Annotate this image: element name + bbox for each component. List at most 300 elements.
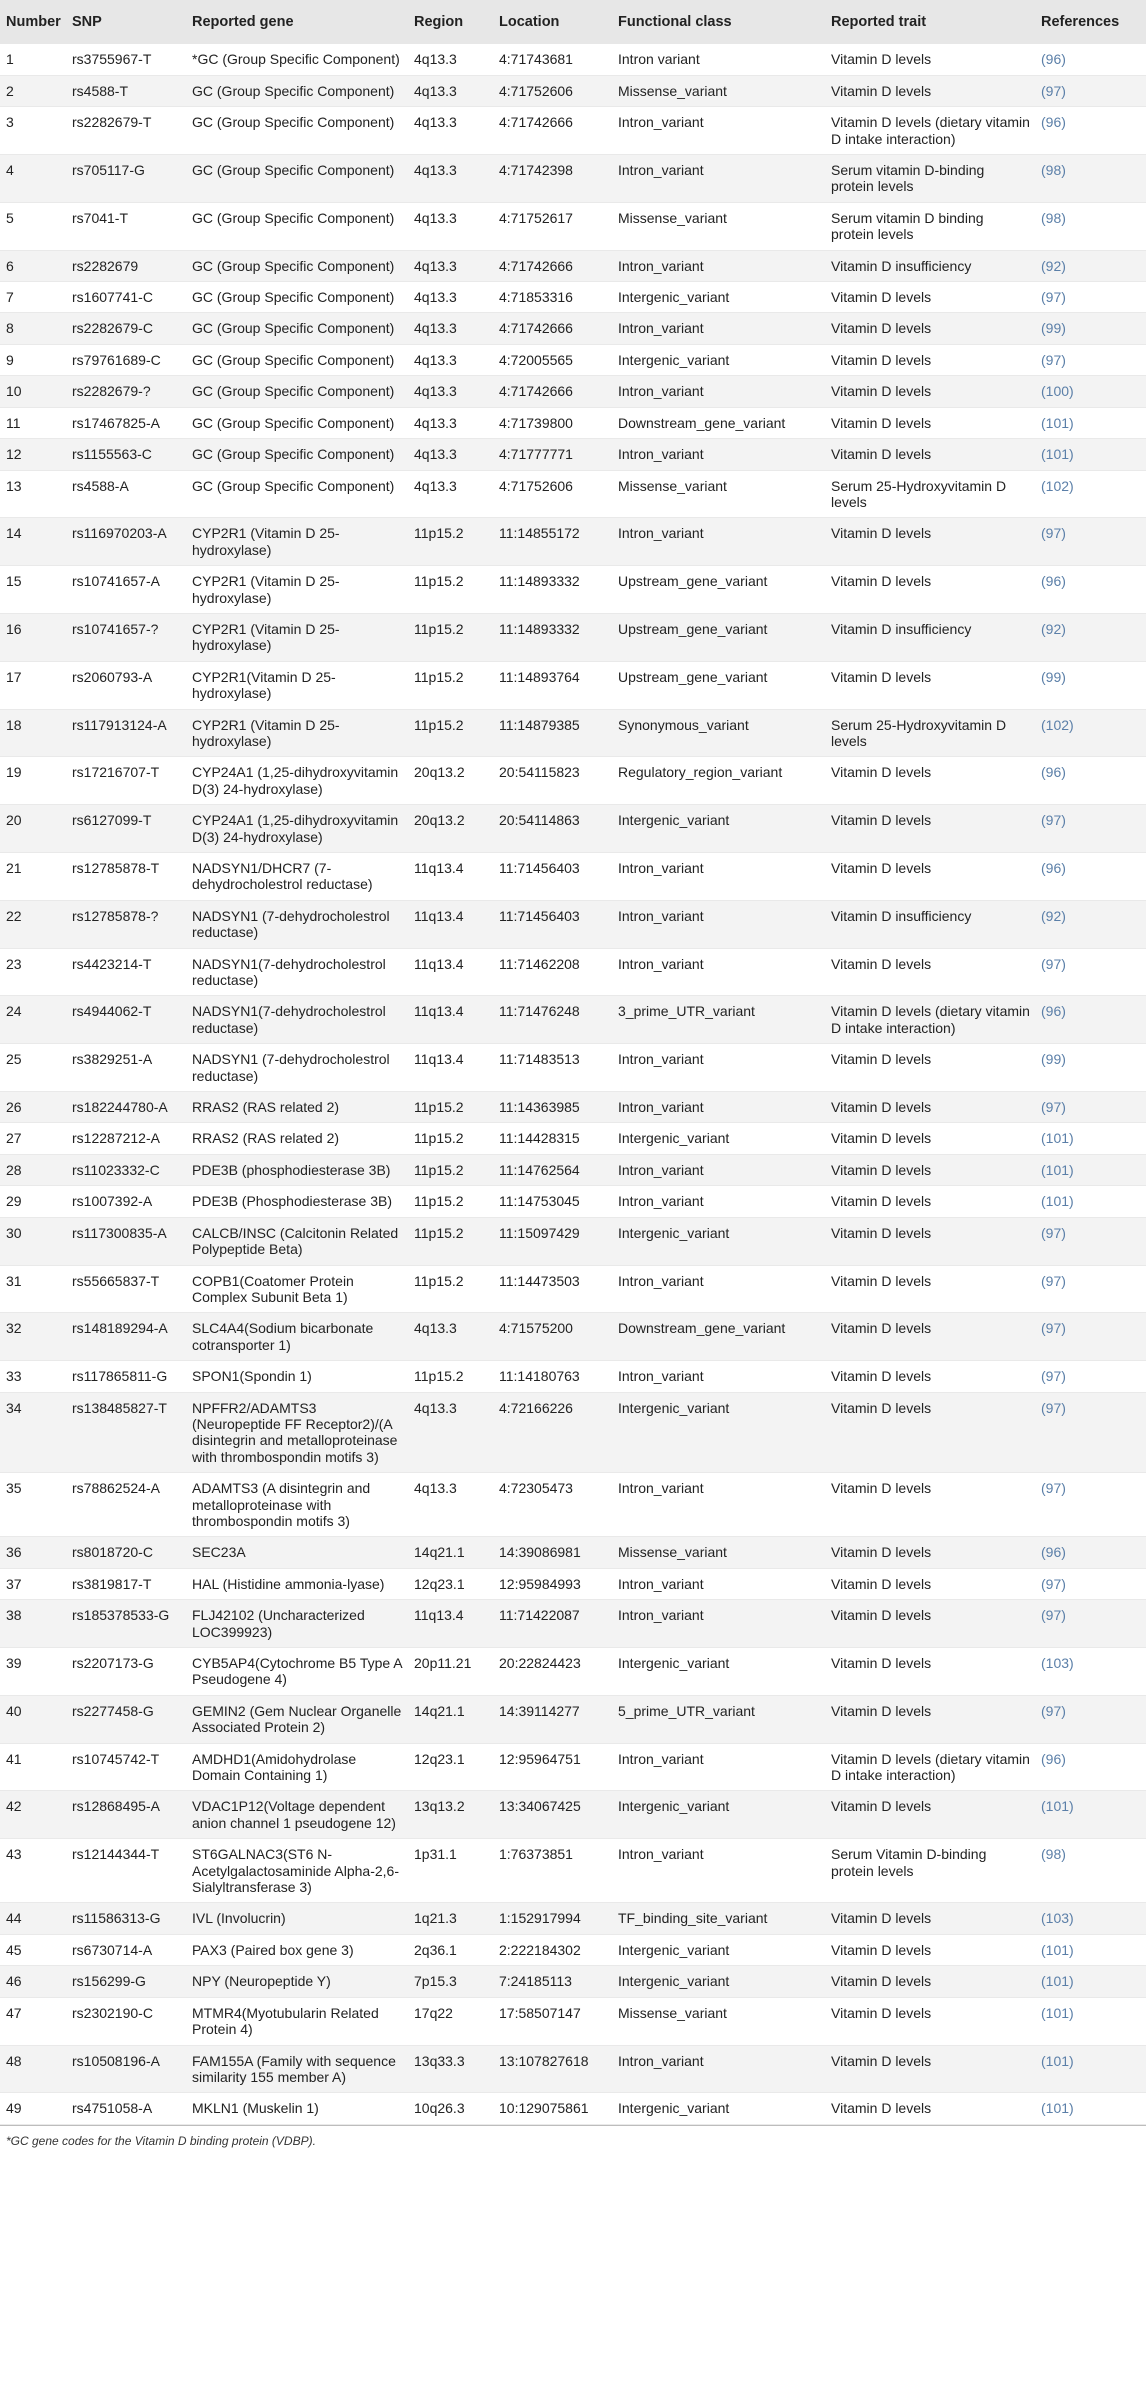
cell-reported-gene: RRAS2 (RAS related 2) <box>186 1123 408 1154</box>
cell-reference[interactable]: (99) <box>1035 661 1146 709</box>
cell-reference[interactable]: (97) <box>1035 948 1146 996</box>
cell-reported-gene: SEC23A <box>186 1537 408 1568</box>
cell-reference[interactable]: (98) <box>1035 1839 1146 1903</box>
cell-number: 49 <box>0 2093 66 2124</box>
cell-reported-trait: Vitamin D levels <box>825 948 1035 996</box>
cell-reference[interactable]: (92) <box>1035 250 1146 281</box>
cell-reported-gene: GC (Group Specific Component) <box>186 107 408 155</box>
table-footnote: *GC gene codes for the Vitamin D binding protein (VDBP). <box>0 2125 1146 2156</box>
cell-reported-gene: CYP2R1 (Vitamin D 25-hydroxylase) <box>186 518 408 566</box>
cell-reported-trait: Vitamin D levels <box>825 344 1035 375</box>
table-row <box>0 107 1146 155</box>
header-number: Number <box>0 0 66 44</box>
cell-snp: rs12785878-? <box>66 900 186 948</box>
cell-snp: rs11023332-C <box>66 1154 186 1185</box>
cell-reference[interactable]: (101) <box>1035 1791 1146 1839</box>
cell-reference[interactable]: (98) <box>1035 155 1146 203</box>
table-row <box>0 439 1146 470</box>
cell-snp: rs117913124-A <box>66 709 186 757</box>
table-row <box>0 996 1146 1044</box>
cell-region: 13q33.3 <box>408 2045 493 2093</box>
cell-reported-trait: Vitamin D levels <box>825 1966 1035 1997</box>
cell-functional-class: Intron_variant <box>612 1186 825 1217</box>
cell-reported-gene: PDE3B (Phosphodiesterase 3B) <box>186 1186 408 1217</box>
cell-reported-trait: Vitamin D levels <box>825 1903 1035 1934</box>
cell-reference[interactable]: (100) <box>1035 376 1146 407</box>
cell-region: 11q13.4 <box>408 900 493 948</box>
cell-region: 11q13.4 <box>408 853 493 901</box>
cell-functional-class: Synonymous_variant <box>612 709 825 757</box>
cell-reported-trait: Vitamin D levels (dietary vitamin D intake interaction) <box>825 1743 1035 1791</box>
cell-region: 11p15.2 <box>408 1154 493 1185</box>
cell-region: 11p15.2 <box>408 566 493 614</box>
cell-reference[interactable]: (97) <box>1035 805 1146 853</box>
cell-functional-class: Intron_variant <box>612 1154 825 1185</box>
cell-reported-trait: Vitamin D levels <box>825 1313 1035 1361</box>
cell-reference[interactable]: (97) <box>1035 1392 1146 1473</box>
cell-location: 1:152917994 <box>493 1903 612 1934</box>
table-row <box>0 1568 1146 1599</box>
cell-reference[interactable]: (97) <box>1035 1695 1146 1743</box>
cell-number: 23 <box>0 948 66 996</box>
cell-reference[interactable]: (96) <box>1035 1537 1146 1568</box>
cell-location: 11:14473503 <box>493 1265 612 1313</box>
cell-reference[interactable]: (96) <box>1035 107 1146 155</box>
cell-location: 11:14893332 <box>493 613 612 661</box>
cell-functional-class: 3_prime_UTR_variant <box>612 996 825 1044</box>
cell-functional-class: Intron_variant <box>612 313 825 344</box>
cell-reported-trait: Vitamin D levels <box>825 1473 1035 1537</box>
cell-region: 20q13.2 <box>408 757 493 805</box>
cell-functional-class: Intron_variant <box>612 948 825 996</box>
cell-region: 4q13.3 <box>408 1392 493 1473</box>
cell-functional-class: Intron_variant <box>612 1265 825 1313</box>
table-row <box>0 1537 1146 1568</box>
cell-reported-gene: *GC (Group Specific Component) <box>186 44 408 75</box>
cell-region: 4q13.3 <box>408 470 493 518</box>
cell-reference[interactable]: (97) <box>1035 344 1146 375</box>
cell-functional-class: Intron_variant <box>612 155 825 203</box>
cell-region: 10q26.3 <box>408 2093 493 2124</box>
cell-snp: rs12868495-A <box>66 1791 186 1839</box>
cell-snp: rs10741657-A <box>66 566 186 614</box>
cell-reported-trait: Vitamin D levels <box>825 757 1035 805</box>
cell-region: 4q13.3 <box>408 155 493 203</box>
table-row <box>0 805 1146 853</box>
cell-reference[interactable]: (101) <box>1035 2045 1146 2093</box>
cell-reported-trait: Vitamin D levels <box>825 2093 1035 2124</box>
cell-number: 30 <box>0 1217 66 1265</box>
cell-reference[interactable]: (101) <box>1035 1154 1146 1185</box>
cell-reference[interactable]: (96) <box>1035 1743 1146 1791</box>
cell-location: 20:54115823 <box>493 757 612 805</box>
cell-reported-gene: NADSYN1/DHCR7 (7-dehydrocholestrol reductase) <box>186 853 408 901</box>
cell-reference[interactable]: (92) <box>1035 900 1146 948</box>
cell-snp: rs2282679-T <box>66 107 186 155</box>
cell-region: 4q13.3 <box>408 282 493 313</box>
cell-region: 12q23.1 <box>408 1568 493 1599</box>
cell-reported-gene: GC (Group Specific Component) <box>186 313 408 344</box>
cell-number: 13 <box>0 470 66 518</box>
cell-reference[interactable]: (97) <box>1035 1092 1146 1123</box>
cell-region: 4q13.3 <box>408 250 493 281</box>
cell-number: 14 <box>0 518 66 566</box>
cell-region: 20p11.21 <box>408 1648 493 1696</box>
cell-reference[interactable]: (101) <box>1035 1123 1146 1154</box>
table-row <box>0 1743 1146 1791</box>
cell-functional-class: Missense_variant <box>612 470 825 518</box>
cell-snp: rs3819817-T <box>66 1568 186 1599</box>
cell-location: 12:95984993 <box>493 1568 612 1599</box>
cell-reported-trait: Vitamin D levels <box>825 661 1035 709</box>
cell-number: 28 <box>0 1154 66 1185</box>
cell-location: 4:71742666 <box>493 107 612 155</box>
cell-reported-gene: NADSYN1 (7-dehydrocholestrol reductase) <box>186 900 408 948</box>
cell-reported-trait: Vitamin D levels <box>825 566 1035 614</box>
cell-snp: rs79761689-C <box>66 344 186 375</box>
cell-region: 14q21.1 <box>408 1537 493 1568</box>
cell-functional-class: Regulatory_region_variant <box>612 757 825 805</box>
cell-number: 37 <box>0 1568 66 1599</box>
cell-reference[interactable]: (96) <box>1035 757 1146 805</box>
cell-functional-class: Missense_variant <box>612 75 825 106</box>
cell-snp: rs12785878-T <box>66 853 186 901</box>
cell-location: 4:72305473 <box>493 1473 612 1537</box>
cell-reported-trait: Vitamin D levels <box>825 1791 1035 1839</box>
cell-number: 32 <box>0 1313 66 1361</box>
cell-number: 25 <box>0 1044 66 1092</box>
table-row <box>0 313 1146 344</box>
cell-region: 4q13.3 <box>408 107 493 155</box>
cell-number: 38 <box>0 1600 66 1648</box>
table-row <box>0 1966 1146 1997</box>
cell-functional-class: Intergenic_variant <box>612 1217 825 1265</box>
cell-region: 7p15.3 <box>408 1966 493 1997</box>
cell-reported-trait: Vitamin D levels <box>825 1997 1035 2045</box>
cell-location: 1:76373851 <box>493 1839 612 1903</box>
cell-reference[interactable]: (101) <box>1035 439 1146 470</box>
cell-functional-class: Intron_variant <box>612 1839 825 1903</box>
table-row <box>0 613 1146 661</box>
cell-location: 17:58507147 <box>493 1997 612 2045</box>
cell-snp: rs12287212-A <box>66 1123 186 1154</box>
cell-snp: rs185378533-G <box>66 1600 186 1648</box>
cell-reported-trait: Serum 25-Hydroxyvitamin D levels <box>825 470 1035 518</box>
cell-location: 4:71742666 <box>493 376 612 407</box>
cell-reported-gene: PAX3 (Paired box gene 3) <box>186 1934 408 1965</box>
cell-functional-class: Intron_variant <box>612 1600 825 1648</box>
cell-snp: rs6730714-A <box>66 1934 186 1965</box>
cell-reported-trait: Vitamin D levels <box>825 1265 1035 1313</box>
cell-number: 4 <box>0 155 66 203</box>
cell-snp: rs6127099-T <box>66 805 186 853</box>
table-row <box>0 1473 1146 1537</box>
header-reported-gene: Reported gene <box>186 0 408 44</box>
cell-location: 4:71575200 <box>493 1313 612 1361</box>
table-row <box>0 1791 1146 1839</box>
cell-snp: rs4423214-T <box>66 948 186 996</box>
table-row <box>0 1265 1146 1313</box>
cell-reference[interactable]: (96) <box>1035 44 1146 75</box>
cell-functional-class: Intergenic_variant <box>612 1791 825 1839</box>
cell-functional-class: Intron_variant <box>612 1361 825 1392</box>
cell-reference[interactable]: (97) <box>1035 282 1146 313</box>
cell-reference[interactable]: (97) <box>1035 1217 1146 1265</box>
cell-reported-gene: IVL (Involucrin) <box>186 1903 408 1934</box>
cell-reported-gene: GEMIN2 (Gem Nuclear Organelle Associated Protein 2) <box>186 1695 408 1743</box>
cell-number: 34 <box>0 1392 66 1473</box>
cell-reported-trait: Vitamin D levels <box>825 282 1035 313</box>
cell-reported-gene: GC (Group Specific Component) <box>186 470 408 518</box>
cell-location: 11:14762564 <box>493 1154 612 1185</box>
table-header-row <box>0 0 1146 44</box>
cell-number: 8 <box>0 313 66 344</box>
cell-reference[interactable]: (97) <box>1035 1313 1146 1361</box>
cell-reported-gene: CYP2R1(Vitamin D 25-hydroxylase) <box>186 661 408 709</box>
cell-region: 11p15.2 <box>408 1092 493 1123</box>
cell-functional-class: Intron_variant <box>612 1743 825 1791</box>
cell-reported-gene: NADSYN1 (7-dehydrocholestrol reductase) <box>186 1044 408 1092</box>
cell-number: 48 <box>0 2045 66 2093</box>
cell-reported-trait: Vitamin D levels <box>825 376 1035 407</box>
cell-snp: rs11586313-G <box>66 1903 186 1934</box>
header-location: Location <box>493 0 612 44</box>
cell-reported-trait: Vitamin D levels <box>825 2045 1035 2093</box>
cell-functional-class: Missense_variant <box>612 1537 825 1568</box>
header-references: References <box>1035 0 1146 44</box>
cell-location: 4:71752617 <box>493 202 612 250</box>
cell-region: 4q13.3 <box>408 75 493 106</box>
cell-reference[interactable]: (97) <box>1035 1568 1146 1599</box>
cell-snp: rs17216707-T <box>66 757 186 805</box>
cell-location: 4:72166226 <box>493 1392 612 1473</box>
cell-reported-gene: GC (Group Specific Component) <box>186 75 408 106</box>
cell-snp: rs17467825-A <box>66 407 186 438</box>
cell-reported-trait: Serum vitamin D binding protein levels <box>825 202 1035 250</box>
cell-location: 13:107827618 <box>493 2045 612 2093</box>
cell-reported-trait: Vitamin D levels (dietary vitamin D intake interaction) <box>825 107 1035 155</box>
cell-snp: rs7041-T <box>66 202 186 250</box>
cell-snp: rs1007392-A <box>66 1186 186 1217</box>
cell-reported-gene: NPY (Neuropeptide Y) <box>186 1966 408 1997</box>
cell-reference[interactable]: (101) <box>1035 1966 1146 1997</box>
cell-reported-gene: HAL (Histidine ammonia-lyase) <box>186 1568 408 1599</box>
cell-reported-trait: Vitamin D levels <box>825 75 1035 106</box>
cell-location: 11:71456403 <box>493 900 612 948</box>
cell-location: 4:71752606 <box>493 75 612 106</box>
table-row <box>0 282 1146 313</box>
table-row <box>0 948 1146 996</box>
cell-reference[interactable]: (97) <box>1035 1473 1146 1537</box>
cell-reported-trait: Serum 25-Hydroxyvitamin D levels <box>825 709 1035 757</box>
cell-reported-gene: GC (Group Specific Component) <box>186 344 408 375</box>
table-row <box>0 2045 1146 2093</box>
cell-functional-class: Intron_variant <box>612 900 825 948</box>
cell-reference[interactable]: (92) <box>1035 613 1146 661</box>
cell-reported-trait: Vitamin D levels <box>825 1186 1035 1217</box>
cell-reported-trait: Vitamin D levels <box>825 518 1035 566</box>
cell-functional-class: Intron_variant <box>612 518 825 566</box>
cell-reference[interactable]: (101) <box>1035 2093 1146 2124</box>
cell-reported-gene: MKLN1 (Muskelin 1) <box>186 2093 408 2124</box>
cell-functional-class: Missense_variant <box>612 202 825 250</box>
cell-reference[interactable]: (96) <box>1035 996 1146 1044</box>
cell-location: 20:54114863 <box>493 805 612 853</box>
table-row <box>0 1123 1146 1154</box>
cell-region: 2q36.1 <box>408 1934 493 1965</box>
cell-reported-gene: GC (Group Specific Component) <box>186 407 408 438</box>
cell-functional-class: Intergenic_variant <box>612 1648 825 1696</box>
cell-reference[interactable]: (101) <box>1035 1934 1146 1965</box>
cell-reference[interactable]: (97) <box>1035 1265 1146 1313</box>
header-reported-trait: Reported trait <box>825 0 1035 44</box>
cell-reported-trait: Vitamin D levels <box>825 1123 1035 1154</box>
cell-snp: rs117865811-G <box>66 1361 186 1392</box>
cell-reference[interactable]: (97) <box>1035 75 1146 106</box>
cell-functional-class: Intergenic_variant <box>612 282 825 313</box>
cell-reference[interactable]: (98) <box>1035 202 1146 250</box>
cell-snp: rs4588-T <box>66 75 186 106</box>
cell-functional-class: Intergenic_variant <box>612 1392 825 1473</box>
cell-reference[interactable]: (101) <box>1035 1997 1146 2045</box>
cell-reference[interactable]: (99) <box>1035 313 1146 344</box>
cell-location: 4:71777771 <box>493 439 612 470</box>
table-row <box>0 1217 1146 1265</box>
table-row <box>0 44 1146 75</box>
table-row <box>0 1648 1146 1696</box>
cell-reference[interactable]: (103) <box>1035 1903 1146 1934</box>
cell-number: 3 <box>0 107 66 155</box>
cell-reported-trait: Vitamin D levels <box>825 407 1035 438</box>
cell-number: 24 <box>0 996 66 1044</box>
cell-reported-trait: Vitamin D levels (dietary vitamin D intake interaction) <box>825 996 1035 1044</box>
cell-number: 42 <box>0 1791 66 1839</box>
cell-location: 11:14893332 <box>493 566 612 614</box>
cell-reference[interactable]: (97) <box>1035 1361 1146 1392</box>
cell-region: 11p15.2 <box>408 709 493 757</box>
cell-functional-class: Intron_variant <box>612 107 825 155</box>
cell-functional-class: Intergenic_variant <box>612 2093 825 2124</box>
cell-reference[interactable]: (96) <box>1035 566 1146 614</box>
cell-snp: rs2060793-A <box>66 661 186 709</box>
cell-region: 4q13.3 <box>408 344 493 375</box>
cell-reference[interactable]: (101) <box>1035 407 1146 438</box>
cell-region: 11p15.2 <box>408 613 493 661</box>
cell-reference[interactable]: (101) <box>1035 1186 1146 1217</box>
cell-location: 11:14363985 <box>493 1092 612 1123</box>
cell-region: 20q13.2 <box>408 805 493 853</box>
table-row <box>0 1313 1146 1361</box>
cell-number: 44 <box>0 1903 66 1934</box>
cell-functional-class: Intron_variant <box>612 1044 825 1092</box>
cell-reported-gene: SLC4A4(Sodium bicarbonate cotransporter 1) <box>186 1313 408 1361</box>
table-row <box>0 566 1146 614</box>
cell-number: 17 <box>0 661 66 709</box>
cell-functional-class: TF_binding_site_variant <box>612 1903 825 1934</box>
cell-region: 4q13.3 <box>408 1473 493 1537</box>
cell-location: 11:14428315 <box>493 1123 612 1154</box>
cell-reported-trait: Vitamin D insufficiency <box>825 613 1035 661</box>
table-row <box>0 661 1146 709</box>
cell-location: 12:95964751 <box>493 1743 612 1791</box>
cell-region: 17q22 <box>408 1997 493 2045</box>
cell-number: 1 <box>0 44 66 75</box>
cell-reported-trait: Vitamin D levels <box>825 313 1035 344</box>
cell-functional-class: Intergenic_variant <box>612 805 825 853</box>
cell-snp: rs2282679 <box>66 250 186 281</box>
cell-snp: rs8018720-C <box>66 1537 186 1568</box>
cell-reported-gene: RRAS2 (RAS related 2) <box>186 1092 408 1123</box>
cell-reference[interactable]: (102) <box>1035 709 1146 757</box>
cell-location: 11:71422087 <box>493 1600 612 1648</box>
cell-snp: rs2282679-? <box>66 376 186 407</box>
cell-reported-gene: NPFFR2/ADAMTS3 (Neuropeptide FF Receptor2)/(A disintegrin and metalloproteinase with thrombospondin motifs 3) <box>186 1392 408 1473</box>
cell-reported-gene: CYB5AP4(Cytochrome B5 Type A Pseudogene 4) <box>186 1648 408 1696</box>
cell-reported-gene: COPB1(Coatomer Protein Complex Subunit Beta 1) <box>186 1265 408 1313</box>
cell-functional-class: Intergenic_variant <box>612 1966 825 1997</box>
cell-reported-gene: VDAC1P12(Voltage dependent anion channel 1 pseudogene 12) <box>186 1791 408 1839</box>
cell-location: 11:14879385 <box>493 709 612 757</box>
header-functional-class: Functional class <box>612 0 825 44</box>
cell-location: 11:14180763 <box>493 1361 612 1392</box>
cell-number: 39 <box>0 1648 66 1696</box>
cell-reference[interactable]: (103) <box>1035 1648 1146 1696</box>
cell-location: 11:71462208 <box>493 948 612 996</box>
cell-reference[interactable]: (96) <box>1035 853 1146 901</box>
cell-functional-class: Intron variant <box>612 44 825 75</box>
cell-number: 43 <box>0 1839 66 1903</box>
cell-reported-trait: Vitamin D levels <box>825 44 1035 75</box>
cell-reference[interactable]: (97) <box>1035 1600 1146 1648</box>
cell-functional-class: Intergenic_variant <box>612 1123 825 1154</box>
cell-reference[interactable]: (102) <box>1035 470 1146 518</box>
cell-snp: rs3755967-T <box>66 44 186 75</box>
cell-reported-trait: Vitamin D levels <box>825 1695 1035 1743</box>
cell-location: 14:39114277 <box>493 1695 612 1743</box>
cell-reported-gene: NADSYN1(7-dehydrocholestrol reductase) <box>186 996 408 1044</box>
cell-reported-gene: NADSYN1(7-dehydrocholestrol reductase) <box>186 948 408 996</box>
cell-snp: rs4944062-T <box>66 996 186 1044</box>
cell-reported-gene: MTMR4(Myotubularin Related Protein 4) <box>186 1997 408 2045</box>
cell-region: 11p15.2 <box>408 661 493 709</box>
cell-reported-gene: ST6GALNAC3(ST6 N-Acetylgalactosaminide Alpha-2,6-Sialyltransferase 3) <box>186 1839 408 1903</box>
cell-reference[interactable]: (97) <box>1035 518 1146 566</box>
cell-location: 10:129075861 <box>493 2093 612 2124</box>
cell-region: 4q13.3 <box>408 202 493 250</box>
cell-functional-class: Intron_variant <box>612 2045 825 2093</box>
cell-snp: rs4751058-A <box>66 2093 186 2124</box>
cell-functional-class: Intron_variant <box>612 1092 825 1123</box>
cell-number: 35 <box>0 1473 66 1537</box>
cell-number: 21 <box>0 853 66 901</box>
cell-reported-gene: CYP2R1 (Vitamin D 25-hydroxylase) <box>186 613 408 661</box>
cell-region: 1q21.3 <box>408 1903 493 1934</box>
cell-number: 40 <box>0 1695 66 1743</box>
cell-reported-trait: Vitamin D levels <box>825 1934 1035 1965</box>
table-row <box>0 1392 1146 1473</box>
table-row <box>0 407 1146 438</box>
table-row <box>0 1092 1146 1123</box>
cell-reported-trait: Serum Vitamin D-binding protein levels <box>825 1839 1035 1903</box>
cell-snp: rs148189294-A <box>66 1313 186 1361</box>
cell-reported-gene: CALCB/INSC (Calcitonin Related Polypeptide Beta) <box>186 1217 408 1265</box>
cell-reported-trait: Vitamin D levels <box>825 1648 1035 1696</box>
cell-region: 12q23.1 <box>408 1743 493 1791</box>
cell-functional-class: Downstream_gene_variant <box>612 407 825 438</box>
cell-functional-class: Intron_variant <box>612 250 825 281</box>
cell-reference[interactable]: (99) <box>1035 1044 1146 1092</box>
header-snp: SNP <box>66 0 186 44</box>
